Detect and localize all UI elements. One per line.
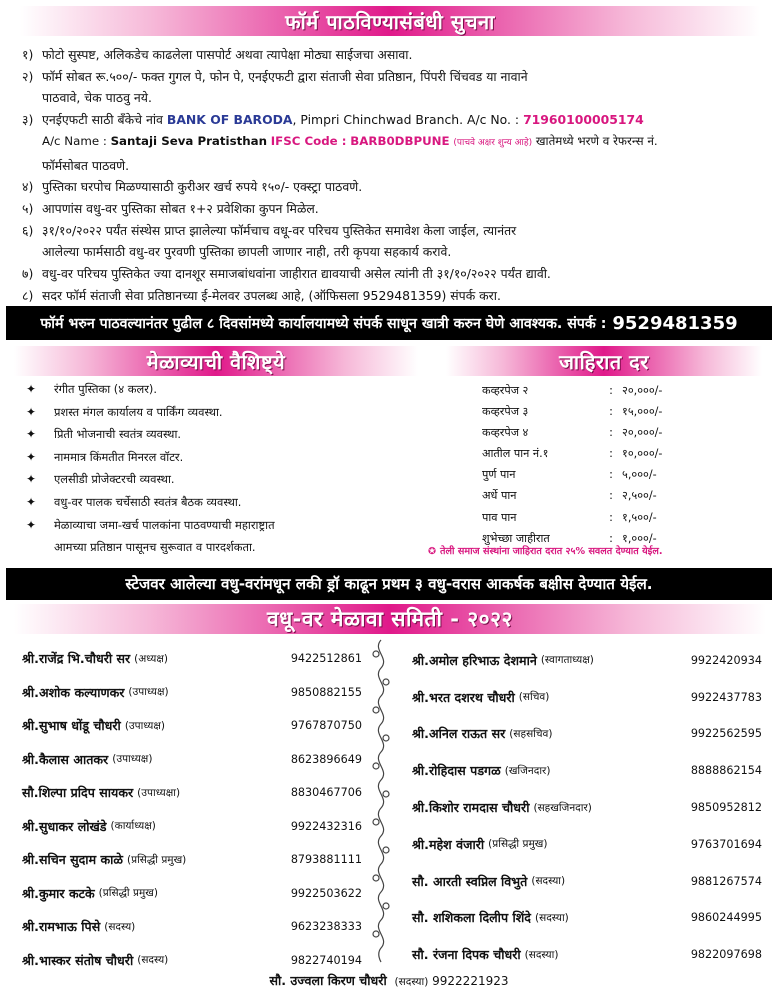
- committee-member: सौ. शशिकला दिलीप शिंदे (सदस्या) 9860244995: [412, 910, 762, 926]
- discount-note: ✪ तेली समाज संस्थांना जाहिरात दरात २५% सवलत देण्यात येईल.: [428, 546, 663, 557]
- bank-name: BANK OF BARODA: [166, 112, 293, 128]
- feature-item: ✦ मेळाव्याचा जमा-खर्च पालकांना पाठवण्याची महाराष्ट्रात: [26, 514, 436, 537]
- form-notice-list: [22, 44, 762, 306]
- feature-item-continuation: आमच्या प्रतिष्ठान पासूनच सुरूवात व पारदर्शकता.: [54, 540, 256, 555]
- rate-row: कव्हरपेज २ : २०,०००/-: [482, 384, 663, 397]
- committee-member: श्री.रोहिदास पडगळ (खजिनदार) 8888862154: [412, 763, 762, 779]
- rate-row: पाव पान : १,५००/-: [482, 510, 657, 524]
- rate-row: कव्हरपेज ४ : २०,०००/-: [482, 426, 663, 440]
- prize-bar: [6, 568, 772, 600]
- flower-icon: ✪: [428, 546, 437, 557]
- committee-member: श्री.कुमार कटके (प्रसिद्धी प्रमुख) 9922503622: [22, 885, 362, 901]
- bank-branch: , Pimpri Chinchwad Branch. A/c No. :: [292, 112, 520, 128]
- committee-member: श्री.सुभाष धोंडू चौधरी (उपाध्यक्ष) 9767870750: [22, 718, 362, 734]
- ifsc-note: (पाचवे अक्षर शुन्य आहे): [453, 137, 533, 148]
- feature-item: ✦ एलसीडी प्रोजेक्टरची व्यवस्था.: [26, 468, 436, 491]
- rate-row: आतील पान नं.१ : १०,०००/-: [482, 447, 663, 461]
- committee-member: सौ. आरती स्वप्निल विभुते (सदस्या) 9881267574: [412, 873, 762, 889]
- committee-member: श्री.अमोल हरिभाऊ देशमाने (स्वागताध्यक्ष) 9922420934: [412, 652, 762, 668]
- ad-rates-title: जाहिरात दर: [559, 349, 649, 374]
- notice-item-continuation: पाठवावे, चेक पाठवु नये.: [42, 90, 152, 106]
- ad-rates-table: [482, 380, 754, 549]
- notice-item: २) फॉर्म सोबत रू.५००/- फक्त गुगल पे, फोन पे, एनईएफटी द्वारा संताजी सेवा प्रतिष्ठान, पिंपरी चिंचवड या नावाने: [22, 68, 528, 84]
- plus-icon: ✦: [26, 427, 37, 442]
- rate-row: अर्धे पान : २,५००/-: [482, 489, 657, 503]
- feature-item: ✦ वधु-वर पालक चर्चेसाठी स्वतंत्र बैठक व्यवस्था.: [26, 491, 436, 514]
- feature-item: ✦ प्रिती भोजनाची स्वतंत्र व्यवस्था.: [26, 423, 436, 446]
- contact-phone: 9529481359: [612, 312, 738, 334]
- ifsc-code: BARB0DBPUNE: [350, 133, 450, 148]
- contact-text: फॉर्म भरुन पाठवल्यानंतर पुढील ८ दिवसांमध्ये कार्यालयामध्ये संपर्क साधून खात्री करुन घेणे आवश्यक. संपर्क :: [40, 315, 607, 332]
- ifsc-label: IFSC Code :: [270, 133, 347, 148]
- notice-item-continuation: आलेल्या फार्मसाठी वधु-वर पुरवणी पुस्तिका छापली जाणार नाही, तरी कृपया सहकार्य करावे.: [42, 244, 452, 260]
- committee-member: श्री.भास्कर संतोष चौधरी (सदस्य) 9822740194: [22, 952, 362, 968]
- committee-member: श्री.अनिल राऊत सर (सहसचिव) 9922562595: [412, 726, 762, 742]
- prize-text: स्टेजवर आलेल्या वधु-वरांमधून लकी ड्रॉ काढून प्रथम ३ वधु-वरास आकर्षक बक्षीस देण्यात येईल.: [125, 575, 653, 593]
- committee-member: श्री.महेश वंजारी (प्रसिद्धी प्रमुख) 9763701694: [412, 836, 762, 852]
- committee-member: सौ.शिल्पा प्रदिप सायकर (उपाध्यक्षा) 8830467706: [22, 785, 362, 801]
- plus-icon: ✦: [26, 494, 37, 509]
- committee-left-column: [22, 642, 362, 977]
- notice-item: ६) ३१/१०/२०२२ पर्यंत संस्थेस प्राप्त झालेल्या फॉर्मचाच वधू-वर परिचय पुस्तिकेत समावेश केला जाईल, त्यानंतर: [22, 222, 517, 238]
- notice-item: ८) सदर फॉर्म संताजी सेवा प्रतिष्ठानच्या ई-मेलवर उपलब्ध आहे, (ऑफिसला 9529481359) संपर्क करा.: [22, 287, 501, 303]
- committee-member: श्री.भरत दशरथ चौधरी (सचिव) 9922437783: [412, 689, 762, 705]
- features-title: मेळाव्याची वैशिष्ट्ये: [146, 349, 286, 374]
- rate-row: पुर्ण पान : ५,०००/-: [482, 468, 657, 482]
- committee-member: सौ. रंजना दिपक चौधरी (सदस्या) 9822097698: [412, 947, 762, 963]
- account-name: Santaji Seva Pratisthan: [110, 133, 267, 148]
- feature-item: ✦ प्रशस्त मंगल कार्यालय व पार्किंग व्यवस्था.: [26, 401, 436, 424]
- committee-member: श्री.किशोर रामदास चौधरी (सहखजिनदार) 9850952812: [412, 800, 762, 816]
- contact-bar: [6, 306, 772, 340]
- committee-member: श्री.सचिन सुदाम काळे (प्रसिद्धी प्रमुख) 8793881111: [22, 852, 362, 868]
- notice-item: ४) पुस्तिका घरपोच मिळण्यासाठी कुरीअर खर्च रुपये १५०/- एक्स्ट्रा पाठवणे.: [22, 179, 363, 195]
- notice-item: १) फोटो सुस्पष्ट, अलिकडेच काढलेला पासपोर्ट अथवा त्यापेक्षा मोठ्या साईजचा असावा.: [22, 47, 413, 62]
- notice-item: ५) आपणांस वधु-वर पुस्तिका सोबत १+२ प्रवेशिका कुपन मिळेल.: [22, 200, 319, 216]
- swirl-divider-icon: [368, 636, 394, 966]
- form-notice-title: फॉर्म पाठविण्यासंबंधी सुचना: [285, 9, 495, 34]
- account-number: 71960100005174: [523, 112, 644, 128]
- ad-rates-banner: [446, 346, 762, 376]
- rate-row: कव्हरपेज ३ : १५,०००/-: [482, 405, 663, 419]
- plus-icon: ✦: [26, 382, 37, 396]
- rate-row: शुभेच्छा जाहीरात : १,०००/-: [482, 531, 657, 545]
- committee-right-column: [412, 642, 762, 973]
- plus-icon: ✦: [26, 404, 37, 419]
- plus-icon: ✦: [26, 449, 37, 464]
- committee-banner: [14, 604, 766, 634]
- committee-member-last: सौ. उज्वला किरण चौधरी (सदस्या) 9922221923: [269, 973, 509, 988]
- features-list: [26, 378, 436, 559]
- committee-member: श्री.राजेंद्र भि.चौधरी सर (अध्यक्ष) 9422512861: [22, 651, 362, 667]
- bank-details-line: A/c Name : Santaji Seva Pratisthan IFSC Code : BARB0DBPUNE (पाचवे अक्षर शुन्य आहे) खातेमध्ये भरणे व रेफरन्स नं.: [42, 133, 658, 148]
- committee-member: श्री.रामभाऊ पिसे (सदस्य) 9623238333: [22, 919, 362, 935]
- bank-last-line: फॉर्मसोबत पाठवणे.: [42, 157, 130, 173]
- plus-icon: ✦: [26, 517, 37, 532]
- feature-item: ✦ रंगीत पुस्तिका (४ कलर).: [26, 378, 436, 401]
- committee-title: वधू-वर मेळावा समिती - २०२२: [267, 607, 513, 631]
- committee-member: श्री.सुधाकर लोखंडे (कार्याध्यक्ष) 9922432316: [22, 818, 362, 834]
- feature-item: ✦ नाममात्र किंमतीत मिनरल वॉटर.: [26, 446, 436, 469]
- plus-icon: ✦: [26, 472, 37, 487]
- notice-item-bank: ३) एनईएफटी साठी बँकेचे नांव BANK OF BARODA, Pimpri Chinchwad Branch. A/c No. : 71960100005174: [22, 112, 644, 128]
- committee-member: श्री.अशोक कल्याणकर (उपाध्यक्ष) 9850882155: [22, 684, 362, 700]
- form-notice-banner: [20, 6, 760, 36]
- features-banner: [14, 346, 418, 376]
- notice-item: ७) वधु-वर परिचय पुस्तिकेत ज्या दानशूर समाजबांधवांना जाहीरात द्यावयाची असेल त्यांनी ती ३१/१०/२०२२ पर्यंत द्यावी.: [22, 266, 551, 282]
- committee-member: श्री.कैलास आतकर (उपाध्यक्ष) 8623896649: [22, 751, 362, 767]
